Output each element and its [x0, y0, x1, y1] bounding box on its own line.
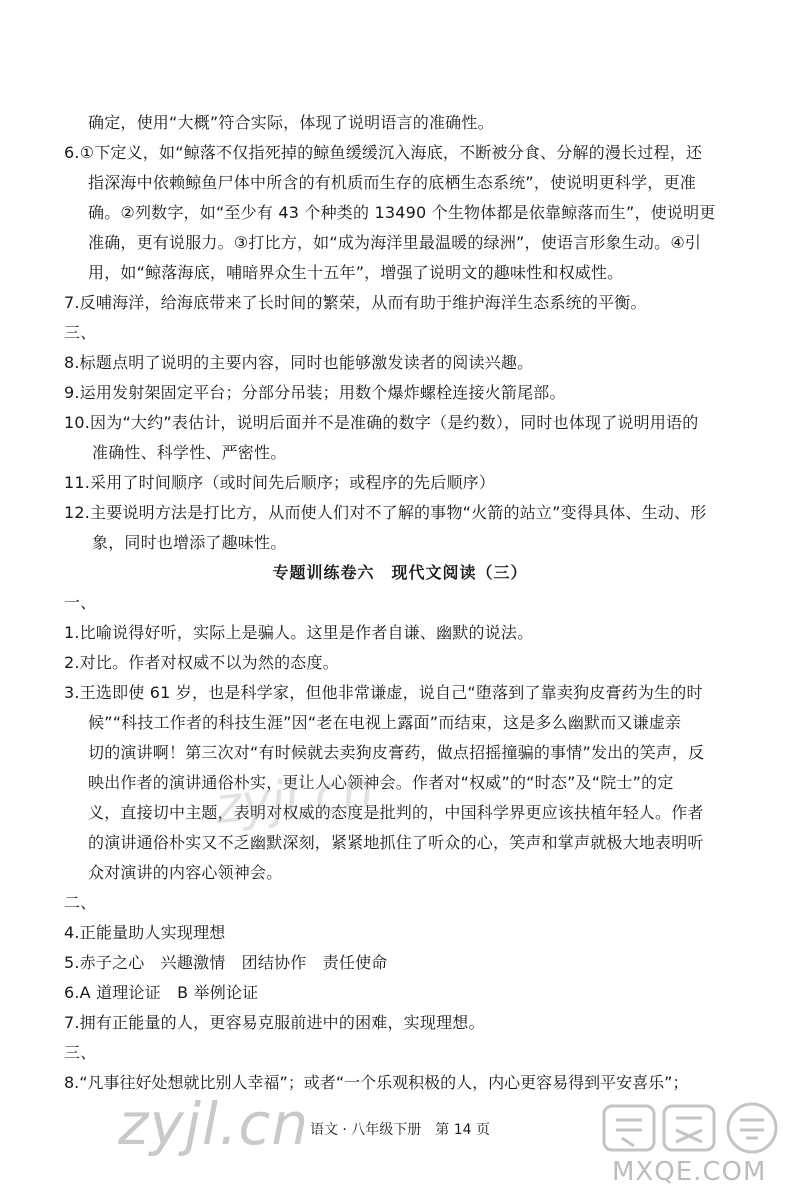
watermark-center: zyjl.cn	[212, 760, 377, 836]
text-line: 8.标题点明了说明的主要内容，同时也能够激发读者的阅读兴趣。	[64, 353, 534, 372]
text-line: 12.主要说明方法是打比方，从而使人们对不了解的事物“火箭的站立”变得具体、生动、形	[64, 503, 707, 522]
section-heading: 三、	[64, 323, 97, 342]
text-line: 指深海中依赖鲸鱼尸体中所含的有机质而生存的底栖生态系统”，使说明更科学，更准	[88, 173, 696, 192]
section-title: 专题训练卷六 现代文阅读（三）	[272, 563, 528, 582]
text-line: 准确，更有说服力。③打比方，如“成为海洋里最温暖的绿洲”，使语言形象生动。④引	[88, 233, 702, 252]
text-line: 7.拥有正能量的人，更容易克服前进中的困难，实现理想。	[64, 1013, 485, 1032]
text-line: 4.正能量助人实现理想	[64, 923, 226, 942]
text-line: 6.①下定义，如“鲸落不仅指死掉的鲸鱼缓缓沉入海底，不断被分食、分解的漫长过程，还	[64, 143, 703, 162]
text-line: 的演讲通俗朴实又不乏幽默深刻，紧紧地抓住了听众的心，笑声和掌声就极大地表明听	[88, 833, 704, 852]
text-line: 确定，使用“大概”符合实际，体现了说明语言的准确性。	[88, 113, 494, 132]
text-line: 2.对比。作者对权威不以为然的态度。	[64, 653, 339, 672]
answer-circle-logo-icon	[600, 1100, 790, 1156]
text-line: 5.赤子之心 兴趣激情 团结协作 责任使命	[64, 953, 388, 972]
section-heading: 一、	[64, 593, 97, 612]
text-line: 用，如“鲸落海底，哺暗界众生十五年”，增强了说明文的趣味性和权威性。	[88, 263, 624, 282]
text-line: 象，同时也增添了趣味性。	[92, 533, 287, 552]
text-line: 众对演讲的内容心领神会。	[88, 863, 283, 882]
watermark-left: zyjl.cn	[118, 1090, 310, 1158]
text-line: 候”“科技工作者的科技生涯”因“老在电视上露面”而结束，这是多么幽默而又谦虚亲	[88, 713, 682, 732]
section-heading: 二、	[64, 893, 97, 912]
text-line: 3.王选即使 61 岁，也是科学家，但他非常谦虚，说自己“堕落到了靠卖狗皮膏药为生的时	[64, 683, 703, 702]
text-line: 1.比喻说得好听，实际上是骗人。这里是作者自谦、幽默的说法。	[64, 623, 534, 642]
text-line: 切的演讲啊！第三次对“有时候就去卖狗皮膏药，做点招摇撞骗的事情”发出的笑声，反	[88, 743, 705, 762]
text-line: 8.“凡事往好处想就比别人幸福”；或者“一个乐观积极的人，内心更容易得到平安喜乐”；	[64, 1073, 689, 1092]
section-heading: 三、	[64, 1043, 97, 1062]
text-line: 映出作者的演讲通俗朴实，更让人心领神会。作者对“权威”的“时态”及“院士”的定	[88, 773, 674, 792]
text-line: 义，直接切中主题，表明对权威的态度是批判的，中国科学界更应该扶植年轻人。作者	[88, 803, 704, 822]
text-line: 6.A 道理论证 B 举例论证	[64, 983, 259, 1002]
text-line: 确。②列数字，如“至少有 43 个种类的 13490 个生物体都是依靠鲸落而生”，使说明更	[88, 203, 716, 222]
text-line: 7.反哺海洋，给海底带来了长时间的繁荣，从而有助于维护海洋生态系统的平衡。	[64, 293, 647, 312]
text-line: 10.因为“大约”表估计，说明后面并不是准确的数字（是约数），同时也体现了说明用语的	[64, 413, 699, 432]
text-line: 11.采用了时间顺序（或时间先后顺序；或程序的先后顺序）	[64, 473, 496, 492]
text-line: 准确性、科学性、严密性。	[92, 443, 287, 462]
page-footer: 语文 · 八年级下册 第 14 页	[309, 1122, 491, 1138]
watermark-site-text: MXQE.COM	[612, 1157, 767, 1187]
text-line: 9.运用发射架固定平台；分部分吊装；用数个爆炸螺栓连接火箭尾部。	[64, 383, 566, 402]
